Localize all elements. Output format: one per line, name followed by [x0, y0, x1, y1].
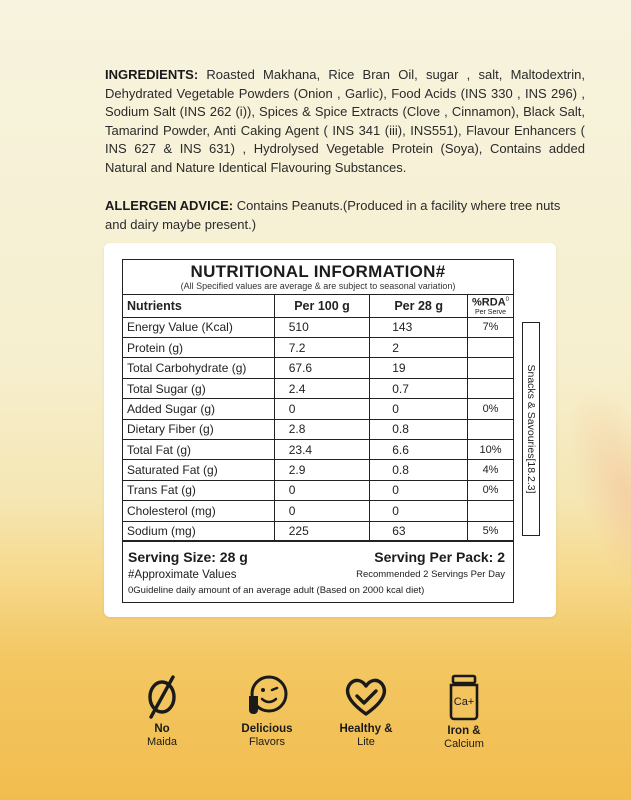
nutrient-name: Saturated Fat (g): [123, 460, 274, 480]
calcium-jar-icon: [444, 672, 484, 722]
badge-iron-calcium-line1: Iron &: [447, 725, 481, 737]
nutrient-name: Added Sugar (g): [123, 399, 274, 419]
nutrient-rda: 10%: [468, 440, 513, 460]
nutrient-name: Total Fat (g): [123, 440, 274, 460]
nutrient-per-100g: 0: [274, 480, 370, 500]
nutrition-subtitle: (All Specified values are average & are subject to seasonal variation): [180, 281, 456, 291]
nutrient-per-100g: 7.2: [274, 338, 370, 358]
serving-per-pack: Serving Per Pack: 2: [374, 549, 505, 565]
decorative-leaf: [544, 372, 631, 619]
nutrient-name: Protein (g): [123, 338, 274, 358]
nutrient-per-100g: 510: [274, 317, 370, 337]
nutrient-per-28g: 63: [370, 521, 468, 541]
nutrient-per-100g: 67.6: [274, 358, 370, 378]
header-rda-label: %RDA: [472, 296, 506, 309]
nutrient-rda: 5%: [482, 525, 499, 538]
header-rda-superscript: 0: [505, 297, 509, 303]
nutrition-title: NUTRITIONAL INFORMATION#: [190, 262, 446, 281]
nutrient-rda: 4%: [468, 460, 513, 480]
nutrition-card: [104, 243, 556, 617]
nutrient-name: Cholesterol (mg): [123, 501, 274, 521]
badge-no-maida-line1: No: [154, 723, 170, 735]
nutrient-per-28g: 0.8: [370, 419, 468, 439]
nutrient-rda: [468, 378, 513, 398]
ingredients-paragraph: [105, 66, 585, 177]
nutrition-row: [123, 338, 513, 358]
nutrient-per-28g: 0.8: [370, 460, 468, 480]
nutrient-per-28g: 0: [370, 399, 468, 419]
recommended-servings: Recommended 2 Servings Per Day: [356, 569, 505, 580]
heart-check-icon: [341, 672, 391, 720]
nutrient-per-100g: 0: [274, 501, 370, 521]
nutrition-row: [123, 358, 513, 378]
badge-healthy-line1: Healthy &: [339, 723, 393, 735]
nutrient-per-28g: 2: [370, 338, 468, 358]
approximate-values-note: #Approximate Values: [128, 569, 237, 581]
nutrient-rda: 7%: [468, 317, 513, 337]
nutrition-row: [123, 440, 513, 460]
header-rda-per-serve: Per Serve: [474, 308, 507, 316]
nutrient-per-28g: 19: [370, 358, 468, 378]
nutrient-per-28g: 0.7: [370, 378, 468, 398]
badge-healthy: [316, 672, 416, 749]
nutrition-grid: [123, 295, 513, 541]
nutrition-row: [123, 399, 513, 419]
allergen-label: ALLERGEN ADVICE:: [105, 198, 234, 213]
nutrient-per-28g: 0: [370, 501, 468, 521]
nutrient-name: Sodium (mg): [123, 521, 274, 541]
nutrient-rda: [468, 501, 513, 521]
calcium-jar-icon-text: Ca+: [453, 696, 475, 708]
nutrient-per-100g: 0: [274, 399, 370, 419]
badge-delicious: [217, 672, 317, 749]
nutrient-per-100g: 225: [274, 521, 370, 541]
header-per-100g: Per 100 g: [274, 295, 370, 317]
nutrition-row: [123, 460, 513, 480]
nutrient-name: Total Sugar (g): [123, 378, 274, 398]
allergen-text: Contains Peanuts.(Produced in a facility where tree nuts and dairy maybe present.): [105, 198, 561, 232]
header-nutrients: Nutrients: [123, 295, 274, 317]
nutrient-rda: [468, 358, 513, 378]
ingredients-label: INGREDIENTS:: [105, 67, 199, 82]
badge-iron-calcium-line2: Calcium: [444, 738, 484, 750]
nutrition-table-header: [123, 260, 513, 295]
allergen-paragraph: [105, 197, 585, 234]
badge-no-maida: [112, 672, 212, 749]
guideline-note: 0Guideline daily amount of an average adult (Based on 2000 kcal diet): [128, 585, 425, 596]
nutrition-row: [123, 317, 513, 337]
nutrient-rda: 0%: [468, 399, 513, 419]
nutrition-row: [123, 480, 513, 500]
nutrition-row: [123, 521, 513, 541]
nutrition-table: [122, 259, 514, 542]
ingredients-text: Roasted Makhana, Rice Bran Oil, sugar , salt, Maltodextrin, Dehydrated Vegetable Powders (Onion , Garlic), Food Acids (INS 330 , INS 296) , Sodium Salt (INS 262 (i)), Spices & Spice Extracts (Clove , Cinnamon), Black Salt, Tamarind Powder, Anti Caking Agent ( INS 341 (iii), INS551), Flavour Enhancers ( INS 627 & INS 631) , Hydrolysed Vegetable Protein (Soya), Contains added Natural and Nature Identical Flavouring Substances.: [105, 67, 585, 175]
category-side-text: Snacks & Savouries[18.2.3]: [525, 364, 537, 494]
badge-delicious-line1: Delicious: [241, 723, 293, 735]
nutrient-name: Total Carbohydrate (g): [123, 358, 274, 378]
nutrient-rda: 0%: [468, 480, 513, 500]
nutrient-per-100g: 23.4: [274, 440, 370, 460]
nutrient-name: Trans Fat (g): [123, 480, 274, 500]
badge-healthy-line2: Lite: [357, 736, 375, 748]
badge-delicious-line2: Flavors: [248, 736, 286, 748]
badge-no-maida-line2: Maida: [147, 736, 177, 748]
nutrient-rda: [468, 419, 513, 439]
nutrient-per-100g: 2.9: [274, 460, 370, 480]
nutrition-header-row: [123, 295, 513, 317]
nutrient-rda: [468, 338, 513, 358]
header-per-28g: Per 28 g: [370, 295, 468, 317]
badge-iron-calcium: [414, 672, 514, 751]
delicious-face-icon: [241, 672, 293, 720]
nutrient-per-28g: 0: [370, 480, 468, 500]
nutrition-row: [123, 378, 513, 398]
header-rda: [468, 295, 513, 317]
nutrition-row: [123, 501, 513, 521]
nutrient-name: Dietary Fiber (g): [123, 419, 274, 439]
serving-size: Serving Size: 28 g: [128, 549, 248, 565]
serving-info: [122, 540, 514, 603]
no-maida-icon: [138, 672, 186, 720]
nutrient-per-100g: 2.4: [274, 378, 370, 398]
nutrient-per-100g: 2.8: [274, 419, 370, 439]
nutrient-per-28g: 143: [370, 317, 468, 337]
feature-badges: [0, 672, 631, 782]
category-side-label: [522, 322, 540, 536]
nutrient-name: Energy Value (Kcal): [123, 317, 274, 337]
nutrition-row: [123, 419, 513, 439]
nutrient-per-28g: 6.6: [370, 440, 468, 460]
